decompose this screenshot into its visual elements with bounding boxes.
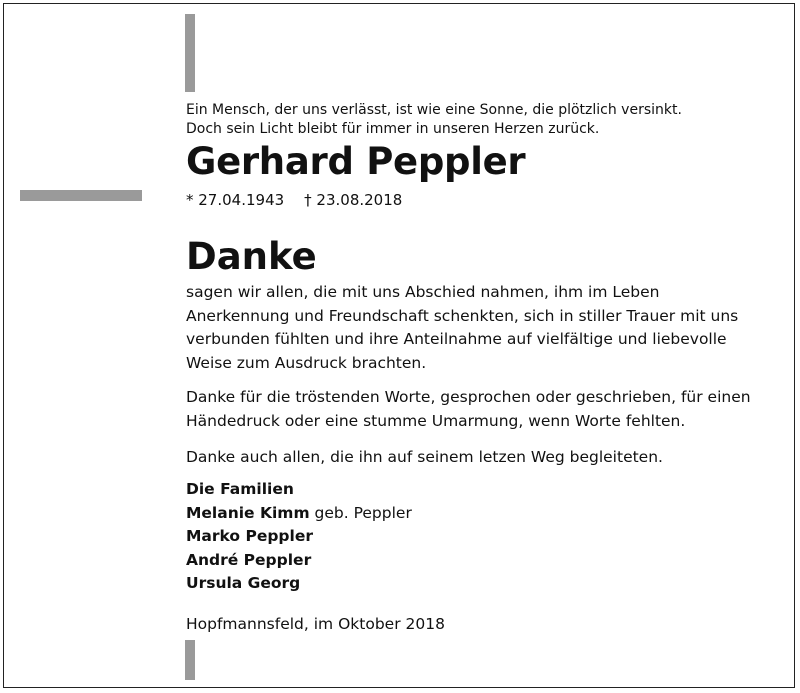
- paragraph-line: sagen wir allen, die mit uns Abschied nahmen, ihm im Leben: [186, 283, 660, 301]
- family-line: André Peppler: [186, 550, 312, 569]
- family-line: Ursula Georg: [186, 574, 301, 592]
- paragraph-thanks: [186, 281, 738, 375]
- headline: Danke: [186, 235, 317, 278]
- deceased-name: Gerhard Peppler: [186, 140, 526, 183]
- decorative-bar-left: [20, 190, 142, 201]
- memorial-quote: [186, 101, 682, 138]
- family-line: Die Familien: [186, 480, 294, 498]
- paragraph-comfort: [186, 386, 751, 433]
- quote-line: Doch sein Licht bleibt für immer in unseren Herzen zurück.: [186, 120, 600, 137]
- family-line: [186, 502, 412, 526]
- paragraph-farewell: Danke auch allen, die ihn auf seinem letzen Weg begleiteten.: [186, 448, 663, 466]
- family-line: Marko Peppler: [186, 527, 313, 545]
- quote-line: Ein Mensch, der uns verlässt, ist wie eine Sonne, die plötzlich versinkt.: [186, 102, 682, 118]
- paragraph-line: Händedruck oder eine stumme Umarmung, wenn Worte fehlten.: [186, 411, 686, 430]
- family-signatures: [186, 478, 412, 596]
- death-date: † 23.08.2018: [304, 191, 403, 209]
- life-dates: [186, 190, 402, 210]
- family-member-name: Melanie Kimm: [186, 503, 310, 522]
- decorative-bar-top: [185, 14, 195, 92]
- paragraph-line: verbunden fühlten und ihre Anteilnahme auf vielfältige und liebevolle: [186, 330, 727, 348]
- place-date: Hopfmannsfeld, im Oktober 2018: [186, 615, 445, 633]
- decorative-bar-bottom: [185, 640, 195, 680]
- birth-date: * 27.04.1943: [186, 191, 285, 209]
- paragraph-line: Anerkennung und Freundschaft schenkten, sich in stiller Trauer mit uns: [186, 306, 739, 325]
- paragraph-line: Weise zum Ausdruck brachten.: [186, 353, 427, 372]
- family-member-suffix: geb. Peppler: [309, 503, 412, 522]
- paragraph-line: Danke für die tröstenden Worte, gesprochen oder geschrieben, für einen: [186, 388, 751, 406]
